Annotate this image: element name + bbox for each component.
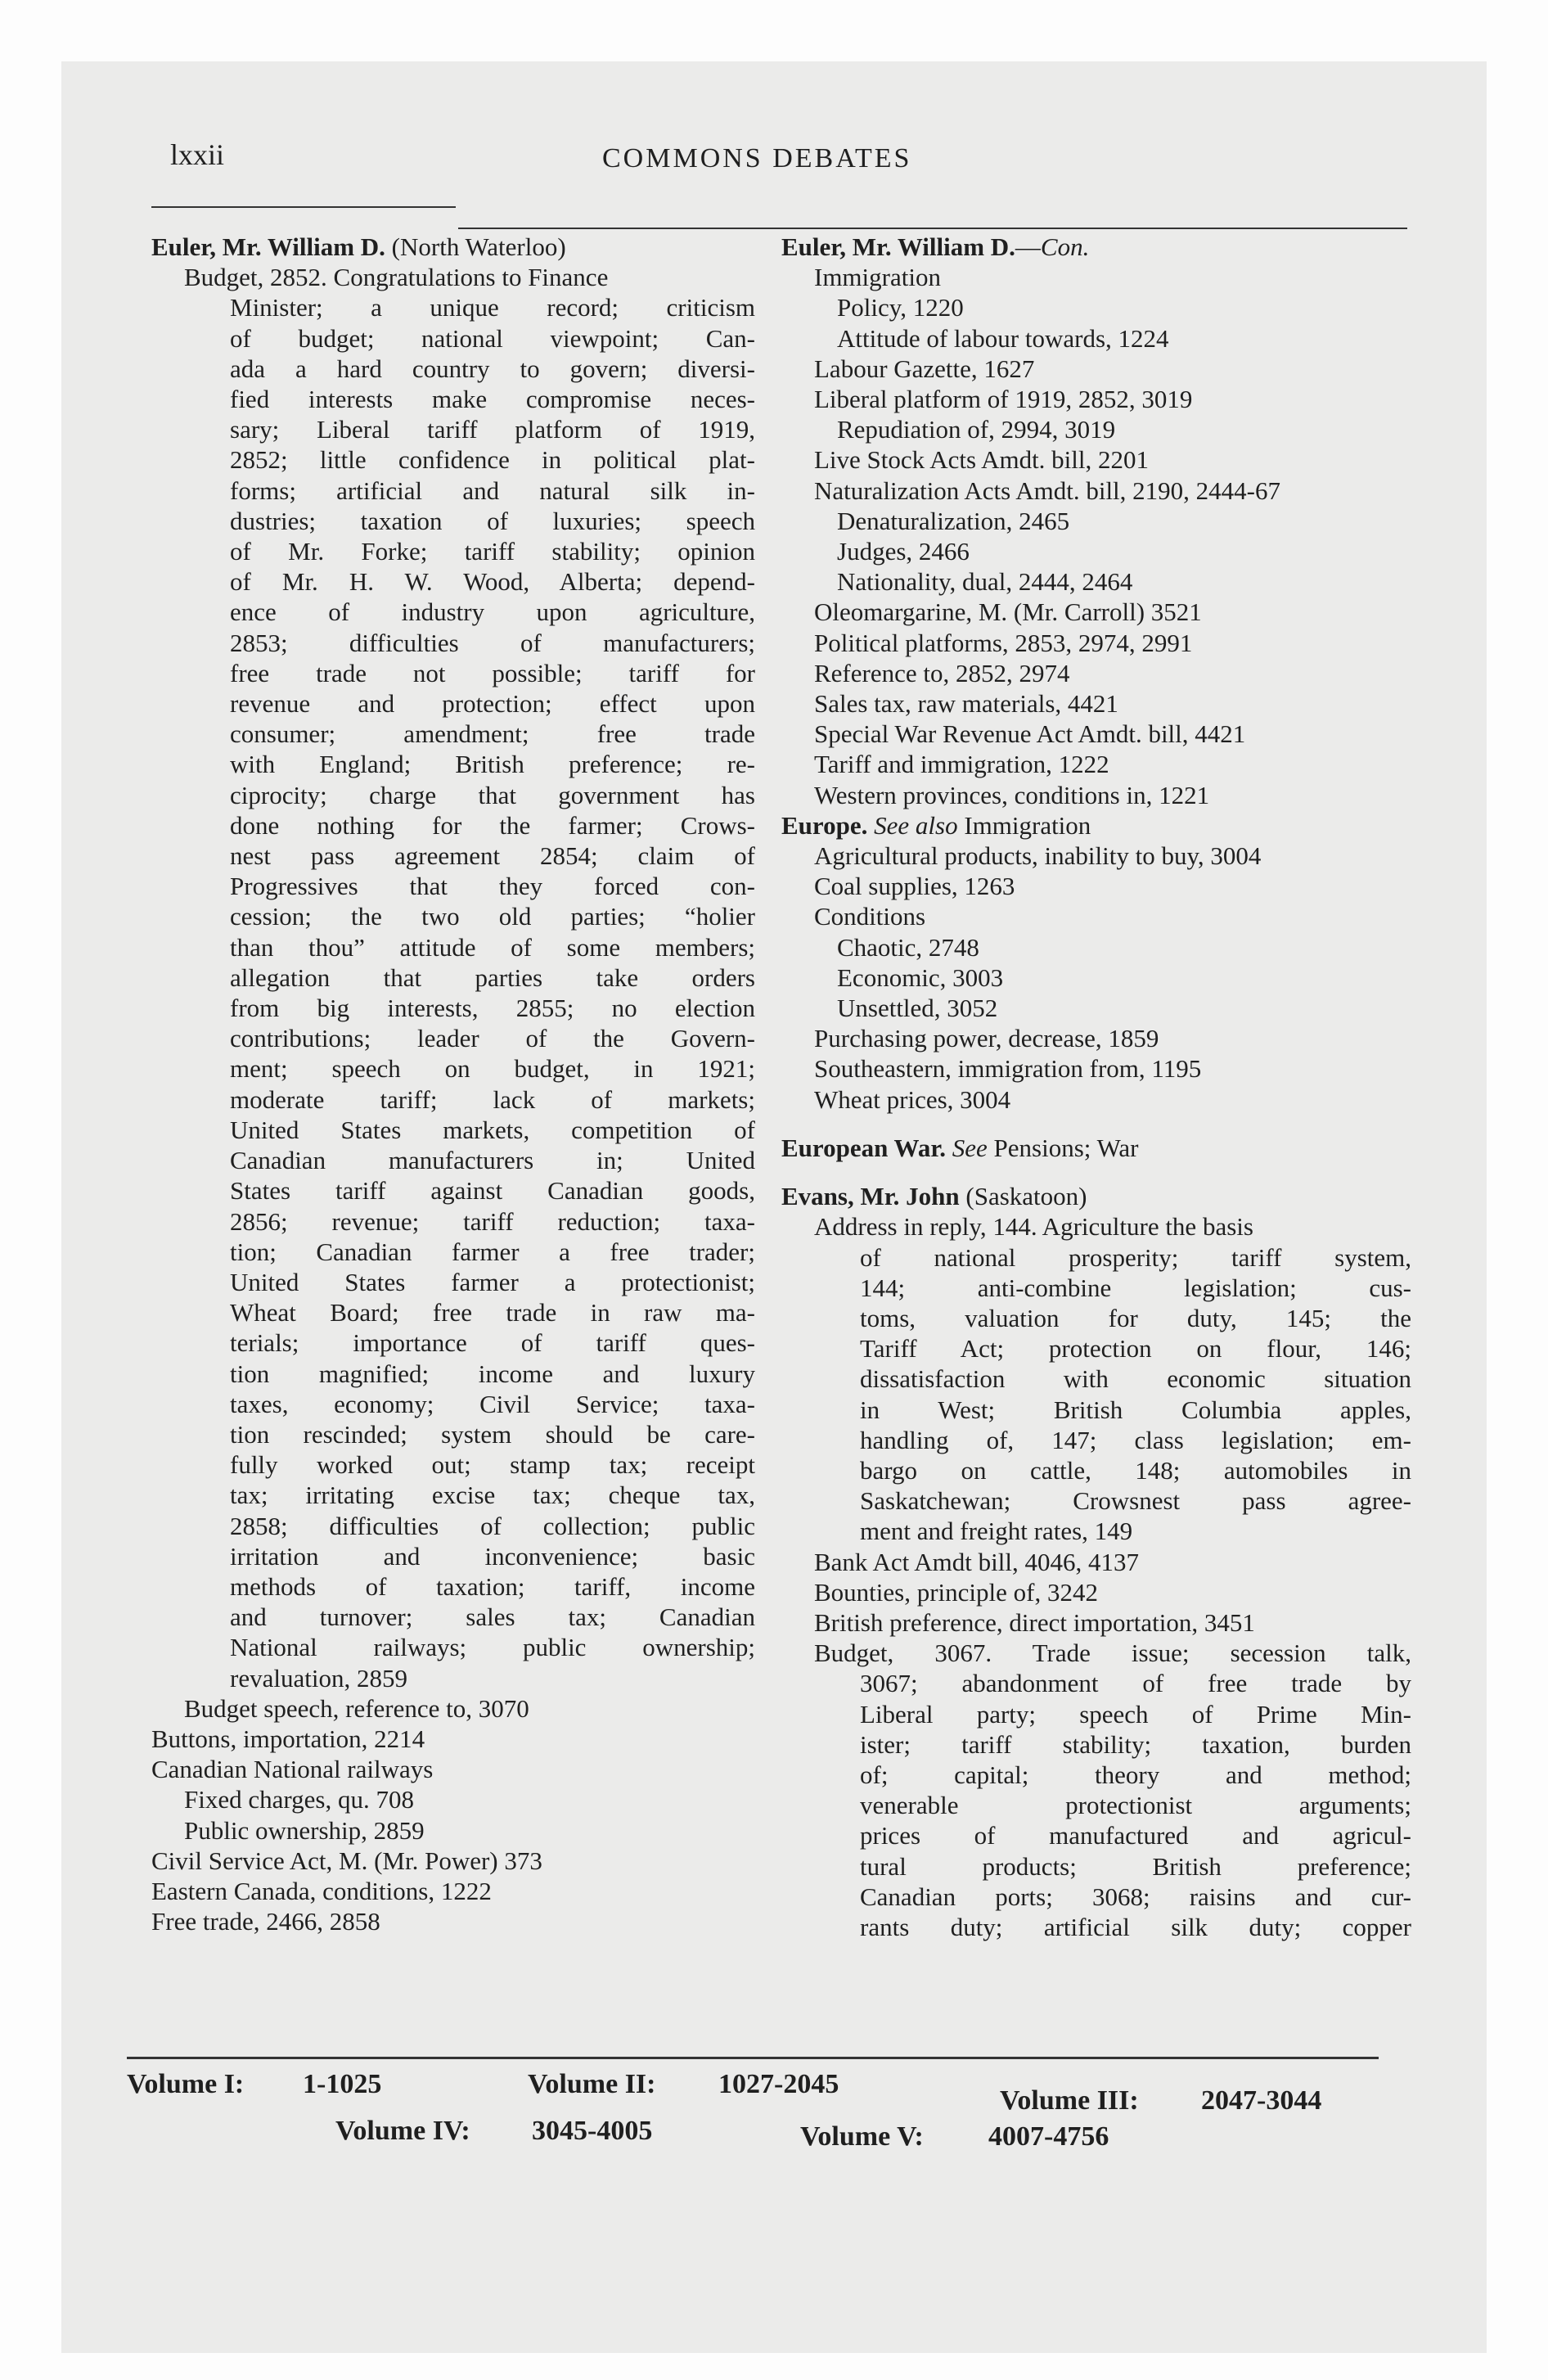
index-line: Canadian manufacturers in; United xyxy=(230,1146,755,1175)
index-line: Wheat prices, 3004 xyxy=(814,1084,1011,1114)
index-line: tural products; British preference; xyxy=(860,1851,1411,1881)
index-line: with England; British preference; re- xyxy=(230,750,755,779)
index-line: Tariff Act; protection on flour, 146; xyxy=(860,1334,1411,1364)
index-line: taxes, economy; Civil Service; taxa- xyxy=(230,1389,755,1418)
index-line: tion magnified; income and luxury xyxy=(230,1359,755,1388)
index-line: than thou” attitude of some members; xyxy=(230,932,755,962)
index-line: Unsettled, 3052 xyxy=(837,994,998,1023)
index-line: United States farmer a protectionist; xyxy=(230,1267,755,1296)
index-line: nest pass agreement 2854; claim of xyxy=(230,841,755,871)
index-line: Public ownership, 2859 xyxy=(184,1815,425,1845)
index-line: venerable protectionist arguments; xyxy=(860,1791,1411,1820)
right-column xyxy=(781,232,1411,1942)
index-line: fully worked out; stamp tax; receipt xyxy=(230,1450,755,1480)
index-line: Eastern Canada, conditions, 1222 xyxy=(151,1876,492,1905)
index-line: Bounties, principle of, 3242 xyxy=(814,1577,1098,1607)
index-line: Liberal party; speech of Prime Min- xyxy=(860,1699,1411,1729)
index-line: National railways; public ownership; xyxy=(230,1633,755,1662)
index-line: revenue and protection; effect upon xyxy=(230,689,755,719)
index-line: Euler, Mr. William D. (North Waterloo) xyxy=(151,232,566,261)
index-line: Saskatchewan; Crowsnest pass agree- xyxy=(860,1486,1411,1516)
index-line: of budget; national viewpoint; Can- xyxy=(230,323,755,353)
index-line: dissatisfaction with economic situation xyxy=(860,1364,1411,1394)
index-line: consumer; amendment; free trade xyxy=(230,719,755,749)
index-line: Progressives that they forced con- xyxy=(230,872,755,901)
index-line: Policy, 1220 xyxy=(837,293,964,322)
index-line: tax; irritating excise tax; cheque tax, xyxy=(230,1481,755,1510)
index-line: ada a hard country to govern; diversi- xyxy=(230,354,755,383)
left-column xyxy=(151,232,755,1936)
index-line: tion; Canadian farmer a free trader; xyxy=(230,1237,755,1266)
volume-4-range: 3045-4005 xyxy=(532,2116,653,2146)
index-line: ence of industry upon agriculture, xyxy=(230,597,755,627)
index-line: Nationality, dual, 2444, 2464 xyxy=(837,567,1133,597)
volume-5-range: 4007-4756 xyxy=(988,2121,1109,2152)
index-line: terials; importance of tariff ques- xyxy=(230,1328,755,1358)
index-line: of; capital; theory and method; xyxy=(860,1760,1411,1789)
index-line: Naturalization Acts Amdt. bill, 2190, 2444-67 xyxy=(814,476,1280,505)
index-line: Wheat Board; free trade in raw ma- xyxy=(230,1298,755,1327)
index-line: ment; speech on budget, in 1921; xyxy=(230,1054,755,1084)
index-line: ment and freight rates, 149 xyxy=(860,1517,1133,1546)
index-line: Attitude of labour towards, 1224 xyxy=(837,323,1169,353)
index-line: Judges, 2466 xyxy=(837,537,970,566)
index-line: 3067; abandonment of free trade by xyxy=(860,1669,1411,1698)
index-line: prices of manufactured and agricul- xyxy=(860,1821,1411,1850)
index-line: handling of, 147; class legislation; em- xyxy=(860,1425,1411,1454)
index-line: rants duty; artificial silk duty; copper xyxy=(860,1912,1411,1941)
volume-3-range: 2047-3044 xyxy=(1201,2085,1322,2116)
index-line: from big interests, 2855; no election xyxy=(230,994,755,1023)
index-line: Bank Act Amdt bill, 4046, 4137 xyxy=(814,1547,1139,1576)
line-gap xyxy=(781,1163,1411,1181)
index-line: Labour Gazette, 1627 xyxy=(814,354,1035,383)
index-line: Economic, 3003 xyxy=(837,962,1004,992)
index-line: ister; tariff stability; taxation, burden xyxy=(860,1729,1411,1759)
volume-4-label: Volume IV: xyxy=(335,2116,470,2146)
index-line: Europe. See also Immigration xyxy=(781,810,1091,840)
index-line: fied interests make compromise neces- xyxy=(230,385,755,414)
index-line: Euler, Mr. William D.—Con. xyxy=(781,232,1090,261)
index-line: ciprocity; charge that government has xyxy=(230,780,755,809)
index-line: Sales tax, raw materials, 4421 xyxy=(814,689,1118,719)
volume-5-label: Volume V: xyxy=(800,2121,924,2152)
index-line: 2852; little confidence in political plat- xyxy=(230,445,755,475)
index-line: Canadian National railways xyxy=(151,1755,434,1784)
index-line: cession; the two old parties; “holier xyxy=(230,902,755,931)
index-line: Purchasing power, decrease, 1859 xyxy=(814,1024,1159,1053)
page-title: COMMONS DEBATES xyxy=(602,143,912,174)
index-line: Budget speech, reference to, 3070 xyxy=(184,1693,529,1723)
index-line: Denaturalization, 2465 xyxy=(837,506,1070,535)
index-line: moderate tariff; lack of markets; xyxy=(230,1084,755,1114)
index-line: of national prosperity; tariff system, xyxy=(860,1242,1411,1272)
index-line: Address in reply, 144. Agriculture the basis xyxy=(814,1212,1253,1242)
index-line: Reference to, 2852, 2974 xyxy=(814,658,1070,687)
index-line: Agricultural products, inability to buy, 3004 xyxy=(814,841,1262,871)
index-line: Live Stock Acts Amdt. bill, 2201 xyxy=(814,445,1150,475)
index-line: Immigration xyxy=(814,263,941,292)
index-line: irritation and inconvenience; basic xyxy=(230,1541,755,1571)
index-line: British preference, direct importation, 3451 xyxy=(814,1607,1255,1637)
index-line: methods of taxation; tariff, income xyxy=(230,1571,755,1601)
page-number: lxxii xyxy=(170,138,225,171)
index-line: Budget, 3067. Trade issue; secession talk, xyxy=(814,1639,1411,1668)
index-line: Coal supplies, 1263 xyxy=(814,872,1015,901)
index-line: Fixed charges, qu. 708 xyxy=(184,1785,414,1814)
index-line: Oleomargarine, M. (Mr. Carroll) 3521 xyxy=(814,597,1202,627)
index-line: Conditions xyxy=(814,902,926,931)
index-line: Free trade, 2466, 2858 xyxy=(151,1907,380,1936)
index-line: Canadian ports; 3068; raisins and cur- xyxy=(860,1882,1411,1911)
index-line: allegation that parties take orders xyxy=(230,962,755,992)
index-line: 2858; difficulties of collection; public xyxy=(230,1511,755,1540)
header-rule-left xyxy=(151,206,456,208)
index-line: Budget, 2852. Congratulations to Finance xyxy=(184,263,609,292)
index-line: Chaotic, 2748 xyxy=(837,932,979,962)
index-line: bargo on cattle, 148; automobiles in xyxy=(860,1455,1411,1485)
index-line: Repudiation of, 2994, 3019 xyxy=(837,415,1116,444)
index-line: and turnover; sales tax; Canadian xyxy=(230,1602,755,1632)
index-line: tion rescinded; system should be care- xyxy=(230,1419,755,1449)
index-line: toms, valuation for duty, 145; the xyxy=(860,1303,1411,1332)
index-line: revaluation, 2859 xyxy=(230,1663,407,1693)
volume-1-range: 1-1025 xyxy=(303,2069,382,2099)
index-line: of Mr. H. W. Wood, Alberta; depend- xyxy=(230,567,755,597)
index-line: sary; Liberal tariff platform of 1919, xyxy=(230,415,755,444)
volume-3-label: Volume III: xyxy=(1000,2085,1139,2116)
index-line: European War. See Pensions; War xyxy=(781,1133,1139,1162)
line-gap xyxy=(781,1115,1411,1133)
volume-1-label: Volume I: xyxy=(127,2069,245,2099)
index-line: 2853; difficulties of manufacturers; xyxy=(230,628,755,657)
volume-2-label: Volume II: xyxy=(528,2069,656,2099)
index-line: United States markets, competition of xyxy=(230,1115,755,1144)
index-line: Western provinces, conditions in, 1221 xyxy=(814,780,1210,809)
index-line: Special War Revenue Act Amdt. bill, 4421 xyxy=(814,719,1246,749)
index-line: Civil Service Act, M. (Mr. Power) 373 xyxy=(151,1846,542,1875)
index-line: free trade not possible; tariff for xyxy=(230,658,755,687)
index-line: States tariff against Canadian goods, xyxy=(230,1176,755,1206)
index-line: 144; anti-combine legislation; cus- xyxy=(860,1273,1411,1302)
footer-rule xyxy=(127,2057,1379,2059)
header-rule-right xyxy=(458,228,1407,229)
index-line: Buttons, importation, 2214 xyxy=(151,1724,425,1753)
index-line: Liberal platform of 1919, 2852, 3019 xyxy=(814,385,1193,414)
index-line: in West; British Columbia apples, xyxy=(860,1395,1411,1424)
index-line: Political platforms, 2853, 2974, 2991 xyxy=(814,628,1193,657)
index-line: Minister; a unique record; criticism xyxy=(230,293,755,322)
index-line: of Mr. Forke; tariff stability; opinion xyxy=(230,537,755,566)
index-line: Southeastern, immigration from, 1195 xyxy=(814,1054,1202,1084)
index-line: 2856; revenue; tariff reduction; taxa- xyxy=(230,1206,755,1236)
index-line: dustries; taxation of luxuries; speech xyxy=(230,506,755,535)
index-line: contributions; leader of the Govern- xyxy=(230,1024,755,1053)
index-line: forms; artificial and natural silk in- xyxy=(230,476,755,505)
index-line: Tariff and immigration, 1222 xyxy=(814,750,1109,779)
index-line: done nothing for the farmer; Crows- xyxy=(230,810,755,840)
index-line: Evans, Mr. John (Saskatoon) xyxy=(781,1182,1087,1211)
volume-2-range: 1027-2045 xyxy=(718,2069,839,2099)
